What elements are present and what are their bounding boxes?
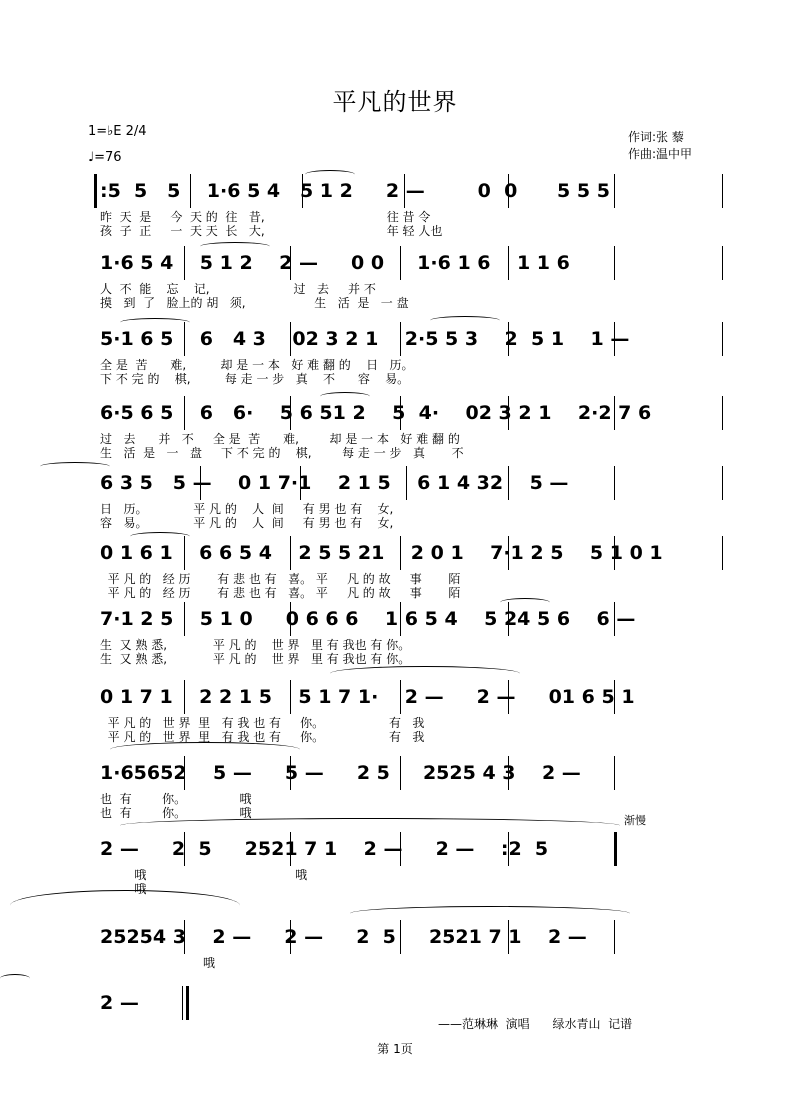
lyrics-verse-1: 哦 [100, 956, 215, 970]
notation-line: 6·5 6 5 6 6· 5 6 51 2 5 4· 02 3 2 1 2·2 7 6 [100, 402, 652, 424]
lyrics-verse-1: 昨 天 是 今 天 的 往 昔, 往 昔 令 [100, 210, 431, 224]
notation-line: :5 5 5 1·6 5 4 5 1 2 2 — 0 0 5 5 5 [100, 180, 610, 202]
lyrics-verse-2: 生 又 熟 悉, 平 凡 的 世 界 里 有 我也 有 你。 [100, 652, 411, 666]
lyrics-verse-2: 下 不 完 的 棋, 每 走 一 步 真 不 容 易。 [100, 372, 410, 386]
lyrics-verse-1: 平 凡 的 经 历 有 悲 也 有 喜。 平 凡 的 故 事 陌 [100, 572, 461, 586]
notation-line: 1·65652 5 — 5 — 2 5 2525 4 3 2 — [100, 762, 581, 784]
notation-line: 1·6 5 4 5 1 2 2 — 0 0 1·6 1 6 1 1 6 [100, 252, 570, 274]
lyrics-verse-2: 生 活 是 一 盘 下 不 完 的 棋, 每 走 一 步 真 不 [100, 446, 464, 460]
notation-line: 2 — 2 5 2521 7 1 2 — 2 — :2 5 [100, 838, 549, 860]
lyrics-verse-1: 全 是 苦 难, 却 是 一 本 好 难 翻 的 日 历。 [100, 358, 414, 372]
notation-line: 5·1 6 5 6 4 3 02 3 2 1 2·5 5 3 2 5 1 1 — [100, 328, 630, 350]
notation-line: 7·1 2 5 5 1 0 0 6 6 6 1 6 5 4 5 24 5 6 6 — [100, 608, 636, 630]
notation-line: 2 — [100, 992, 139, 1014]
score-system-12 [0, 986, 790, 1076]
lyricist-credit: 作词:张 藜 [628, 130, 684, 144]
composer-credit: 作曲:温中甲 [628, 147, 693, 161]
lyrics-verse-1: 过 去 并 不 全 是 苦 难, 却 是 一 本 好 难 翻 的 [100, 432, 460, 446]
lyrics-verse-1: 平 凡 的 世 界 里 有 我 也 有 你。 有 我 [100, 716, 425, 730]
tempo-marking: ♩=76 [88, 150, 122, 165]
page-number: 第 1页 [377, 1042, 413, 1056]
notation-line: 6 3 5 5 — 0 1 7·1 2 1 5 6 1 4 32 5 — [100, 472, 569, 494]
lyrics-verse-2: 平 凡 的 世 界 里 有 我 也 有 你。 有 我 [100, 730, 425, 744]
song-title: 平凡的世界 [332, 88, 458, 116]
lyrics-verse-2: 摸 到 了 脸上的 胡 须, 生 活 是 一 盘 [100, 296, 409, 310]
lyrics-verse-1: 哦 哦 [100, 868, 308, 882]
notation-line: 0 1 7 1 2 2 1 5 5 1 7 1· 2 — 2 — 01 6 5 1 [100, 686, 635, 708]
lyrics-verse-2: 孩 子 正 一 天 天 长 大, 年 轻 人也 [100, 224, 443, 238]
lyrics-verse-1: 也 有 你。 哦 [100, 792, 252, 806]
lyrics-verse-2: 容 易。 平 凡 的 人 间 有 男 也 有 女, [100, 516, 394, 530]
lyrics-verse-2: 哦 [100, 882, 303, 896]
tempo-dynamic-marking: 渐慢 [624, 814, 646, 827]
notation-line: 25254 3 2 — 2 — 2 5 2521 7 1 2 — [100, 926, 587, 948]
key-signature: 1=♭E 2/4 [88, 124, 147, 139]
performer-credit: ——范琳琳 演唱 绿水青山 记谱 [438, 1017, 633, 1031]
lyrics-verse-1: 生 又 熟 悉, 平 凡 的 世 界 里 有 我也 有 你。 [100, 638, 411, 652]
lyrics-verse-1: 人 不 能 忘 记, 过 去 并 不 [100, 282, 376, 296]
lyrics-verse-2: 平 凡 的 经 历 有 悲 也 有 喜。 平 凡 的 故 事 陌 [100, 586, 461, 600]
lyrics-verse-1: 日 历。 平 凡 的 人 间 有 男 也 有 女, [100, 502, 394, 516]
notation-line: 0 1 6 1 6 6 5 4 2 5 5 21 2 0 1 7·1 2 5 5 1 0 1 [100, 542, 663, 564]
lyrics-verse-2: 也 有 你。 哦 [100, 806, 252, 820]
